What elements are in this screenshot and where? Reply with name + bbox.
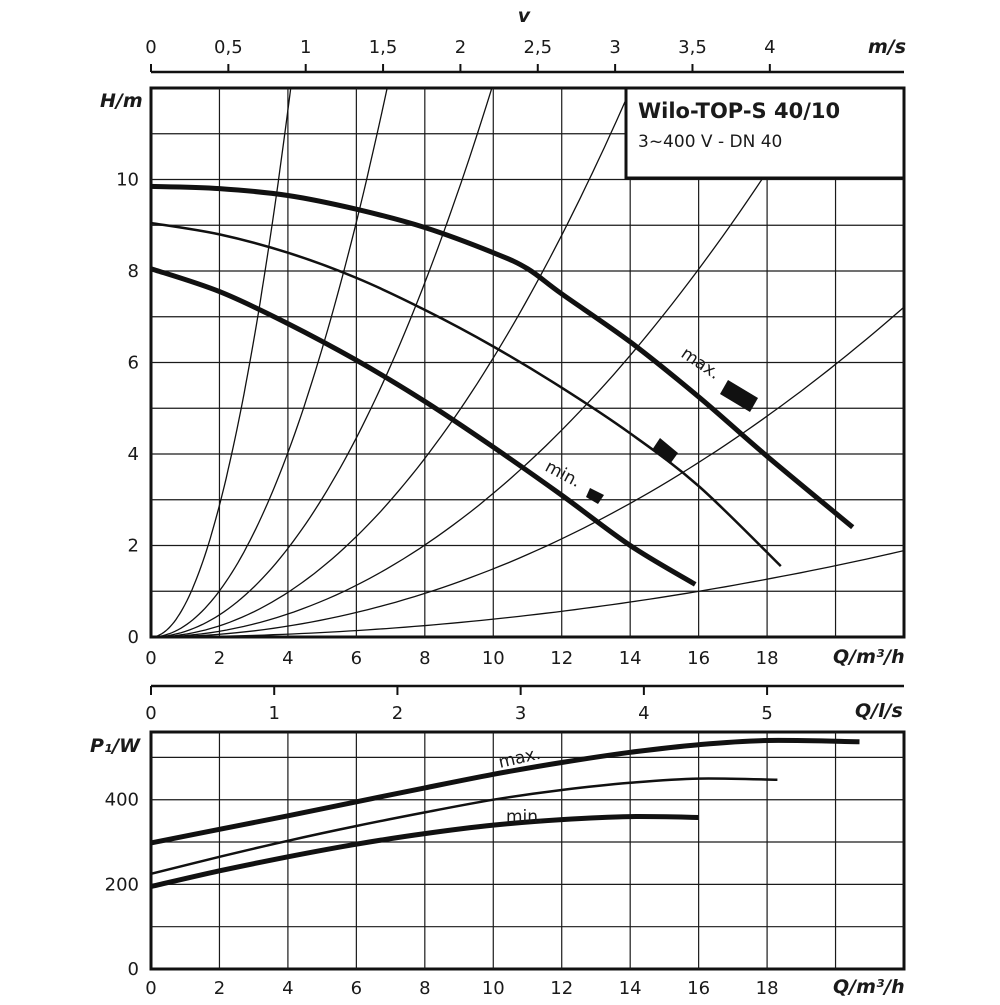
speed-marker-max — [720, 380, 758, 412]
head-y-tick-label: 4 — [127, 444, 139, 465]
power-x-tick-label: 12 — [550, 978, 574, 999]
system-curve — [151, 77, 495, 637]
head-x-tick-label: 12 — [550, 648, 574, 669]
title-model: Wilo-TOP-S 40/10 — [638, 99, 841, 123]
power-x-tick-label: 8 — [419, 978, 431, 999]
head-x-tick-label: 4 — [282, 648, 294, 669]
head-y-tick-label: 2 — [127, 535, 139, 557]
velocity-tick-label: 0 — [145, 37, 157, 58]
velocity-axis-unit: m/s — [868, 36, 907, 58]
power-x-tick-label: 18 — [755, 978, 779, 999]
head-series-max — [151, 186, 853, 527]
power-min-label: min. — [506, 807, 544, 827]
speed-marker-min — [586, 488, 604, 504]
head-y-tick-label: 6 — [127, 352, 139, 374]
power-x-tick-label: 6 — [350, 978, 363, 999]
title-spec: 3~400 V - DN 40 — [638, 132, 783, 152]
head-x-tick-label: 14 — [618, 648, 642, 669]
power-x-tick-label: 0 — [145, 978, 157, 999]
head-x-tick-label: 16 — [687, 648, 711, 669]
head-y-tick-label: 8 — [127, 261, 139, 282]
power-x-tick-label: 16 — [687, 978, 711, 999]
velocity-tick-label: 1,5 — [368, 37, 398, 58]
power-x-tick-label: 4 — [282, 978, 294, 999]
power-axis-title: P₁/W — [90, 735, 141, 757]
power-y-tick-label: 0 — [127, 959, 139, 980]
head-x-axis-title: Q/m³/h — [833, 646, 905, 668]
head-chart-series — [151, 186, 853, 584]
velocity-tick-label: 2 — [454, 37, 467, 58]
head-x-tick-label: 2 — [213, 648, 226, 669]
head-min-label: min. — [541, 456, 585, 493]
head-y-tick-label: 10 — [116, 169, 139, 191]
system-curve — [151, 61, 294, 637]
power-x-tick-label: 2 — [213, 978, 226, 999]
velocity-tick-label: 0,5 — [214, 37, 243, 58]
flow-ls-tick-label: 0 — [145, 703, 157, 724]
flow-ls-tick-label: 2 — [391, 703, 404, 724]
flow-ls-tick-label: 4 — [638, 703, 650, 724]
speed-marker-mid — [652, 438, 678, 464]
head-x-tick-label: 0 — [145, 648, 157, 669]
head-series-min — [151, 269, 695, 585]
flow-ls-axis-title: Q/l/s — [855, 700, 903, 722]
velocity-tick-label: 3 — [609, 37, 621, 58]
flow-ls-tick-label: 1 — [268, 703, 280, 724]
head-x-tick-label: 8 — [419, 648, 431, 669]
head-y-tick-label: 0 — [127, 627, 139, 648]
power-y-tick-label: 400 — [104, 789, 139, 811]
speed-markers — [586, 380, 758, 504]
velocity-tick-label: 1 — [299, 37, 312, 58]
power-max-label: max. — [496, 743, 543, 773]
flow-ls-tick-label: 5 — [761, 703, 773, 724]
head-axis-title: H/m — [100, 90, 143, 112]
head-x-tick-label: 6 — [350, 648, 363, 669]
power-x-tick-label: 10 — [481, 978, 505, 999]
velocity-tick-label: 2,5 — [523, 37, 553, 58]
velocity-tick-label: 3,5 — [678, 37, 707, 58]
velocity-tick-label: 4 — [764, 37, 776, 58]
system-curve — [151, 551, 904, 637]
power-x-axis-title: Q/m³/h — [833, 976, 905, 998]
head-max-label: max. — [677, 343, 724, 384]
head-x-tick-label: 10 — [481, 648, 505, 669]
system-curve — [151, 72, 391, 637]
velocity-axis-title: v — [517, 5, 531, 27]
power-x-tick-label: 14 — [618, 978, 642, 999]
flow-ls-tick-label: 3 — [514, 703, 527, 724]
power-y-tick-label: 200 — [104, 874, 139, 896]
head-x-tick-label: 18 — [755, 648, 779, 669]
title-box — [626, 88, 904, 178]
